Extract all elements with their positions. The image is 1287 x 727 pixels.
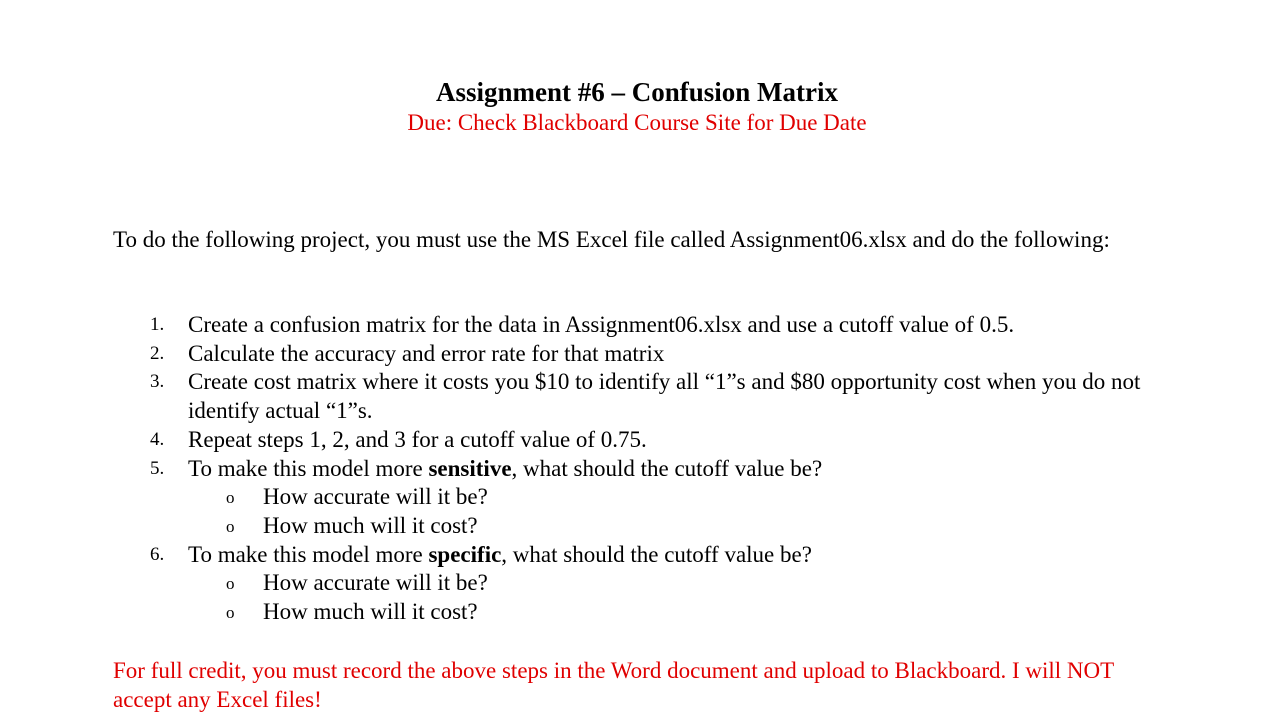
step-text: Repeat steps 1, 2, and 3 for a cutoff value of 0.75.: [188, 426, 647, 452]
sub-question-text: How accurate will it be?: [263, 484, 488, 510]
sub-question-list: [188, 483, 1173, 540]
sub-question-item: [188, 483, 1173, 512]
step-item-4: [113, 426, 1173, 455]
step-number: 4.: [150, 428, 165, 450]
step-item-5: [113, 455, 1173, 541]
sub-question-text: How much will it cost?: [263, 512, 478, 538]
step-text: [188, 456, 822, 481]
step-text: Calculate the accuracy and error rate for that matrix: [188, 340, 665, 366]
step-number: 1.: [150, 314, 165, 335]
step-item-1: [113, 311, 1173, 340]
step-item-2: [113, 340, 1173, 369]
sub-question-item: [188, 512, 1173, 541]
step-number: 3.: [150, 371, 165, 393]
step-text: Create cost matrix where it costs you $10 to identify all “1”s and $80 opportunity cost when you do not identify actual “1”s.: [188, 369, 1141, 424]
step-number: 2.: [150, 342, 165, 364]
due-date-notice: Due: Check Blackboard Course Site for Due Date: [407, 110, 867, 135]
sub-question-item: [188, 569, 1173, 598]
step-text: Create a confusion matrix for the data in Assignment06.xlsx and use a cutoff value of 0.5.: [188, 312, 1015, 337]
hollow-bullet-icon: o: [226, 488, 235, 508]
sub-question-text: How accurate will it be?: [263, 570, 488, 596]
credit-notice: For full credit, you must record the above steps in the Word document and upload to Blackboard. I will NOT accept any Excel files!: [113, 658, 1114, 712]
hollow-bullet-icon: o: [226, 603, 235, 623]
step-text-tail: , what should the cutoff value be?: [511, 455, 823, 481]
emphasis-specific: specific: [428, 541, 502, 567]
hollow-bullet-icon: o: [226, 516, 235, 536]
emphasis-sensitive: sensitive: [428, 455, 512, 481]
page-title: Assignment #6 – Confusion Matrix: [435, 77, 839, 107]
sub-question-list: [188, 569, 1173, 626]
step-text-lead: To make this model more: [188, 455, 429, 481]
step-item-3: [113, 368, 1173, 425]
steps-list: [113, 311, 1173, 627]
hollow-bullet-icon: o: [226, 574, 235, 594]
step-text-lead: To make this model more: [188, 541, 429, 567]
sub-question-text: How much will it cost?: [263, 599, 478, 625]
step-number: 6.: [150, 543, 165, 565]
intro-paragraph: To do the following project, you must use the MS Excel file called Assignment06.xlsx and do the following:: [113, 227, 1110, 252]
step-number: 5.: [150, 457, 165, 479]
sub-question-item: [188, 598, 1173, 627]
step-text: [188, 542, 812, 567]
step-text-tail: , what should the cutoff value be?: [501, 541, 812, 567]
step-item-6: [113, 541, 1173, 627]
